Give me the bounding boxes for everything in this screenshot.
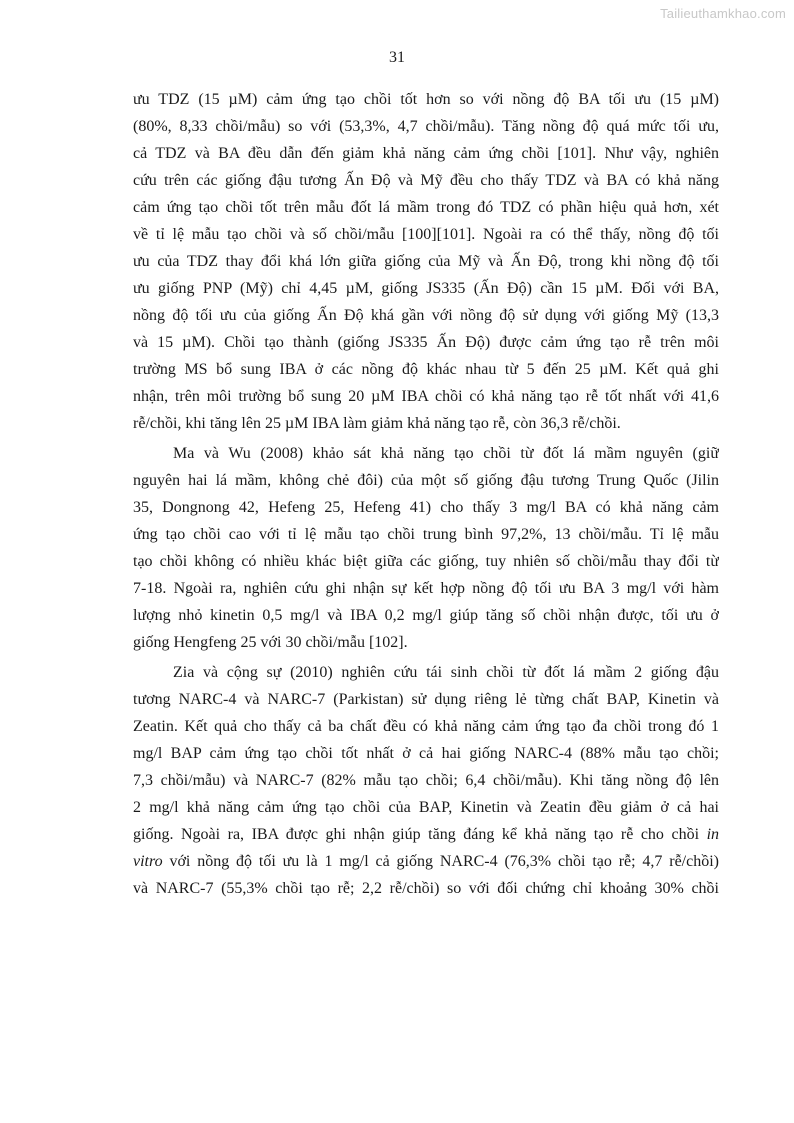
text-line: mg/l BAP cảm ứng tạo chồi tốt nhất ở cả hai giống NARC-4 (88% mẫu tạo chồi; <box>133 745 719 762</box>
text-line: 7,3 chồi/mẫu) và NARC-7 (82% mẫu tạo chồi; 6,4 chồi/mẫu). Khi tăng nồng độ lên <box>133 772 719 789</box>
text-line: rễ/chồi, khi tăng lên 25 µM IBA làm giảm khả năng tạo rễ, còn 36,3 rễ/chồi. <box>133 415 621 432</box>
text-line: và 15 µM). Chồi tạo thành (giống JS335 Ấn Độ) được cảm ứng tạo rễ trên môi <box>133 334 719 351</box>
text-line: ưu của TDZ thay đổi khá lớn giữa giống của Mỹ và Ấn Độ, trong khi nồng độ tối <box>133 253 719 270</box>
text-line: ưu TDZ (15 µM) cảm ứng tạo chồi tốt hơn so với nồng độ BA tối ưu (15 µM) <box>133 91 719 108</box>
text-line: giống Hengfeng 25 với 30 chồi/mẫu [102]. <box>133 634 408 651</box>
text-line: Zeatin. Kết quả cho thấy cả ba chất đều có khả năng cảm ứng tạo đa chồi trong đó 1 <box>133 718 719 735</box>
text-line <box>133 821 719 848</box>
text-line <box>133 848 719 875</box>
text-line: nhận, trên môi trường bổ sung 20 µM IBA chồi có khả năng tạo rễ tốt nhất với 41,6 <box>133 388 719 405</box>
text-line: ưu giống PNP (Mỹ) chỉ 4,45 µM, giống JS335 (Ấn Độ) cần 15 µM. Đối với BA, <box>133 280 719 297</box>
paragraph-2 <box>133 440 719 656</box>
document-body <box>133 86 719 902</box>
text-line: cảm ứng tạo chồi tốt trên mẫu đốt lá mầm trong đó TDZ có phần hiệu quả hơn, xét <box>133 199 719 216</box>
text-line: 2 mg/l khả năng cảm ứng tạo chồi của BAP, Kinetin và Zeatin đều giảm ở cả hai <box>133 799 719 816</box>
text-line: cả TDZ và BA đều dẫn đến giảm khả năng cảm ứng chồi [101]. Như vậy, nghiên <box>133 145 719 162</box>
text-line: Zia và cộng sự (2010) nghiên cứu tái sinh chồi từ đốt lá mầm 2 giống đậu <box>173 664 719 681</box>
text-line: lượng nhỏ kinetin 0,5 mg/l và IBA 0,2 mg/l giúp tăng số chồi nhận được, tối ưu ở <box>133 607 719 624</box>
text-line: nguyên hai lá mầm, không chẻ đôi) của một số giống đậu tương Trung Quốc (Jilin <box>133 472 719 489</box>
text-line: và NARC-7 (55,3% chồi tạo rễ; 2,2 rễ/chồi) so với đối chứng chỉ khoảng 30% chồi <box>133 880 719 897</box>
text-run: giống. Ngoài ra, IBA được ghi nhận giúp tăng đáng kể khả năng tạo rễ cho chồi <box>133 826 700 843</box>
paragraph-1 <box>133 86 719 437</box>
text-line: về tỉ lệ mẫu tạo chồi và số chồi/mẫu [100][101]. Ngoài ra có thể thấy, nồng độ tối <box>133 226 719 243</box>
text-line: (80%, 8,33 chồi/mẫu) so với (53,3%, 4,7 chồi/mẫu). Tăng nồng độ quá mức tối ưu, <box>133 118 719 135</box>
text-line: 7-18. Ngoài ra, nghiên cứu ghi nhận sự kết hợp nồng độ tối ưu BA 3 mg/l với hàm <box>133 580 719 597</box>
text-run: với nồng độ tối ưu là 1 mg/l cả giống NARC-4 (76,3% chồi tạo rễ; 4,7 rễ/chồi) <box>169 853 719 870</box>
text-line: ứng tạo chồi cao với tỉ lệ mẫu tạo chồi trung bình 97,2%, 13 chồi/mẫu. Tỉ lệ mẫu <box>133 526 719 543</box>
italic-term: in <box>706 826 719 843</box>
italic-term: vitro <box>133 853 163 870</box>
text-line: cứu trên các giống đậu tương Ấn Độ và Mỹ đều cho thấy TDZ và BA có khả năng <box>133 172 719 189</box>
text-line: tạo chồi không có nhiều khác biệt giữa các giống, tuy nhiên số chồi/mẫu thay đổi từ <box>133 553 719 570</box>
text-line: nồng độ tối ưu của giống Ấn Độ khá gần với nồng độ sử dụng với giống Mỹ (13,3 <box>133 307 719 324</box>
text-line: Ma và Wu (2008) khảo sát khả năng tạo chồi từ đốt lá mầm nguyên (giữ <box>173 445 719 462</box>
paragraph-3 <box>133 659 719 902</box>
page-number: 31 <box>389 49 405 66</box>
watermark: Tailieuthamkhao.com <box>660 6 786 21</box>
text-line: tương NARC-4 và NARC-7 (Parkistan) sử dụng riêng lẻ từng chất BAP, Kinetin và <box>133 691 719 708</box>
text-line: trường MS bổ sung IBA ở các nồng độ khác nhau từ 5 đến 25 µM. Kết quả ghi <box>133 361 719 378</box>
text-line: 35, Dongnong 42, Hefeng 25, Hefeng 41) cho thấy 3 mg/l BA có khả năng cảm <box>133 499 719 516</box>
